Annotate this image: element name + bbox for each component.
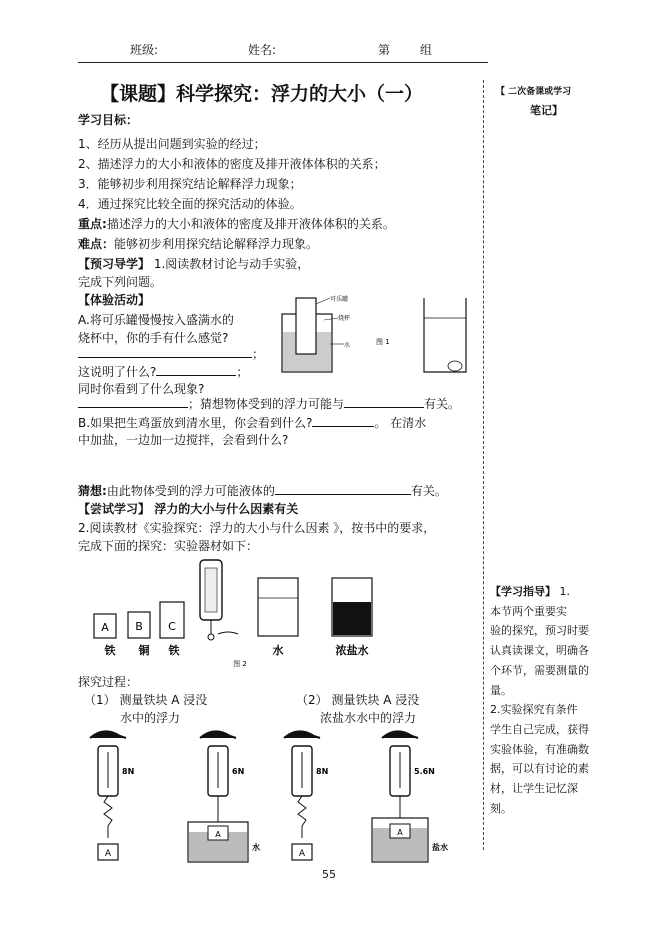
- key-point-text: 描述浮力的大小和液体的密度及排开液体体积的关系。: [106, 217, 395, 231]
- answer-blank[interactable]: [78, 396, 188, 408]
- answer-blank[interactable]: [312, 415, 374, 427]
- scale-3: [284, 731, 328, 860]
- block-b-label: B: [135, 620, 143, 633]
- string: [298, 796, 306, 838]
- hand-icon: [200, 731, 236, 738]
- name-label: 姓名:: [248, 43, 277, 57]
- trial-line2: 完成下面的探究：实验器材如下：: [78, 539, 259, 553]
- guide-line: 认真读课文，明确各: [490, 644, 589, 658]
- experience-label: 【体验活动】: [78, 293, 151, 307]
- material-label: 铜: [138, 644, 150, 657]
- liquid-label: 水: [252, 843, 260, 852]
- step-1-line1: 测量铁块 A 浸没: [119, 693, 208, 707]
- step-2-line1: 测量铁块 A 浸没: [331, 693, 420, 707]
- guess-end: 有关。: [410, 484, 447, 498]
- guide-line: 个环节，需要测量的: [490, 663, 589, 677]
- brine-fill: [333, 602, 371, 635]
- guess-label: 猜想:: [78, 484, 107, 498]
- can-label: 可乐罐: [330, 296, 349, 303]
- label-pointer: [316, 298, 330, 304]
- figure-1: [272, 292, 472, 378]
- scale-hook-end: [208, 634, 214, 640]
- step-2-line2: 浓盐水水中的浮力: [320, 711, 417, 725]
- block-label: A: [397, 828, 403, 837]
- guide-line: 验的探究，预习时要: [490, 624, 589, 638]
- notes-title-line1: 【 二次备课或学习: [496, 87, 572, 97]
- step-2-number: （2）: [296, 693, 328, 707]
- question-a-line2: 烧杯中，你的手有什么感觉?: [78, 331, 229, 345]
- notes-title-line2: 笔记】: [530, 104, 563, 117]
- guide-line: 刻。: [490, 801, 512, 815]
- hand-icon: [382, 731, 418, 738]
- water-beaker-label: 水: [272, 644, 284, 657]
- block-c-label: C: [168, 620, 176, 633]
- block-label: A: [215, 830, 221, 839]
- header-rule: [78, 62, 488, 63]
- guide-line: 2.实验探究有条件: [490, 703, 578, 717]
- scale-body: [205, 568, 217, 612]
- trial-label: 【尝试学习】: [78, 502, 151, 516]
- scale-1: [90, 731, 134, 860]
- scale-2: [188, 731, 260, 862]
- preview-text-2: 完成下列问题。: [78, 275, 163, 289]
- guide-line: 1.: [559, 585, 570, 598]
- cup-label: 烧杯: [338, 315, 351, 322]
- question-explain: 这说明了什么?: [78, 365, 157, 379]
- goal-item: 3．能够初步利用探究结论解释浮力现象；: [78, 177, 302, 191]
- guide-label: 【学习指导】: [490, 585, 556, 598]
- hand-icon: [284, 731, 320, 738]
- punctuation: ；: [252, 347, 265, 361]
- reading: 8N: [122, 767, 135, 776]
- goal-item: 1、经历从提出问题到实验的经过；: [78, 137, 266, 151]
- question-saw: 同时你看到了什么现象?: [78, 382, 205, 396]
- label-pointer: [324, 318, 338, 320]
- preview-label: 【预习导学】: [78, 257, 151, 271]
- figure-2-caption: 图 2: [233, 660, 247, 668]
- guess-sentence: 由此物体受到的浮力可能液体的: [106, 484, 275, 498]
- step-1-line2: 水中的浮力: [120, 711, 181, 725]
- guide-line: 材，让学生记忆深: [490, 782, 578, 796]
- answer-blank[interactable]: [156, 364, 236, 376]
- step-1-number: （1）: [84, 693, 116, 707]
- preview-text: 1.阅读教材讨论与动手实验，: [150, 257, 310, 271]
- difficult-point-label: 难点：: [78, 237, 115, 251]
- question-a-line1: A.将可乐罐慢慢按入盛满水的: [78, 313, 234, 327]
- trial-line1: 2.阅读教材《实验探究：浮力的大小与什么因素 》，按书中的要求，: [78, 521, 436, 535]
- guide-line: 据，可以有讨论的素: [490, 762, 589, 776]
- column-divider: [483, 80, 484, 850]
- difficult-point-text: 能够初步利用探究结论解释浮力现象。: [114, 237, 319, 251]
- group-label-1: 第: [378, 43, 391, 57]
- liquid-label: 盐水: [432, 843, 448, 852]
- figure-1-caption: 图 1: [376, 338, 390, 346]
- material-label: 铁: [168, 644, 180, 657]
- figure-2: [78, 556, 418, 670]
- water-beaker: [258, 578, 298, 636]
- guess-text: ；猜想物体受到的浮力可能与: [188, 397, 345, 411]
- beaker-2-outline: [424, 298, 466, 372]
- page-title: 【课题】科学探究：浮力的大小（一）: [100, 83, 424, 105]
- punctuation: ；: [236, 365, 249, 379]
- string: [218, 632, 238, 634]
- question-b-line2: 中加盐，一边加一边搅拌，会看到什么?: [78, 433, 289, 447]
- goals-heading: 学习目标：: [78, 113, 139, 127]
- block-label: A: [104, 849, 112, 859]
- question-b-line1: B.如果把生鸡蛋放到清水里，你会看到什么?: [78, 416, 313, 430]
- procedure-figure: [80, 726, 460, 868]
- guide-line: 学生自己完成，获得: [490, 722, 589, 736]
- question-b-mid: 。 在清水: [374, 416, 427, 430]
- goal-item: 2、描述浮力的大小和液体的密度及排开液体体积的关系；: [78, 157, 386, 171]
- guide-line: 本节两个重要实: [490, 604, 567, 618]
- goal-item: 4．通过探究比较全面的探究活动的体验。: [78, 197, 302, 211]
- group-label-2: 组: [420, 43, 433, 57]
- answer-blank[interactable]: [275, 483, 411, 495]
- procedure-label: 探究过程：: [78, 675, 139, 689]
- block-a-label: A: [101, 621, 109, 634]
- string: [104, 796, 112, 838]
- answer-blank[interactable]: [78, 346, 252, 358]
- guide-line: 量。: [490, 683, 512, 697]
- guide-line: 实验体验，有准确数: [490, 742, 589, 756]
- reading: 8N: [316, 767, 329, 776]
- class-label: 班级:: [130, 43, 159, 57]
- study-guide: [490, 582, 602, 818]
- related-text: 有关。: [424, 397, 461, 411]
- answer-blank[interactable]: [344, 396, 424, 408]
- trial-heading: 浮力的大小与什么因素有关: [154, 502, 299, 516]
- water-label: 水: [344, 342, 351, 349]
- page-number: 55: [322, 868, 336, 881]
- reading: 6N: [232, 767, 245, 776]
- cola-can: [296, 298, 316, 354]
- scale-4: [372, 731, 448, 862]
- block-label: A: [298, 849, 306, 859]
- hand-icon: [90, 731, 126, 738]
- material-label: 铁: [104, 644, 116, 657]
- brine-beaker-label: 浓盐水: [335, 644, 369, 657]
- reading: 5.6N: [414, 767, 435, 776]
- key-point-label: 重点:: [78, 217, 107, 231]
- egg: [448, 361, 462, 371]
